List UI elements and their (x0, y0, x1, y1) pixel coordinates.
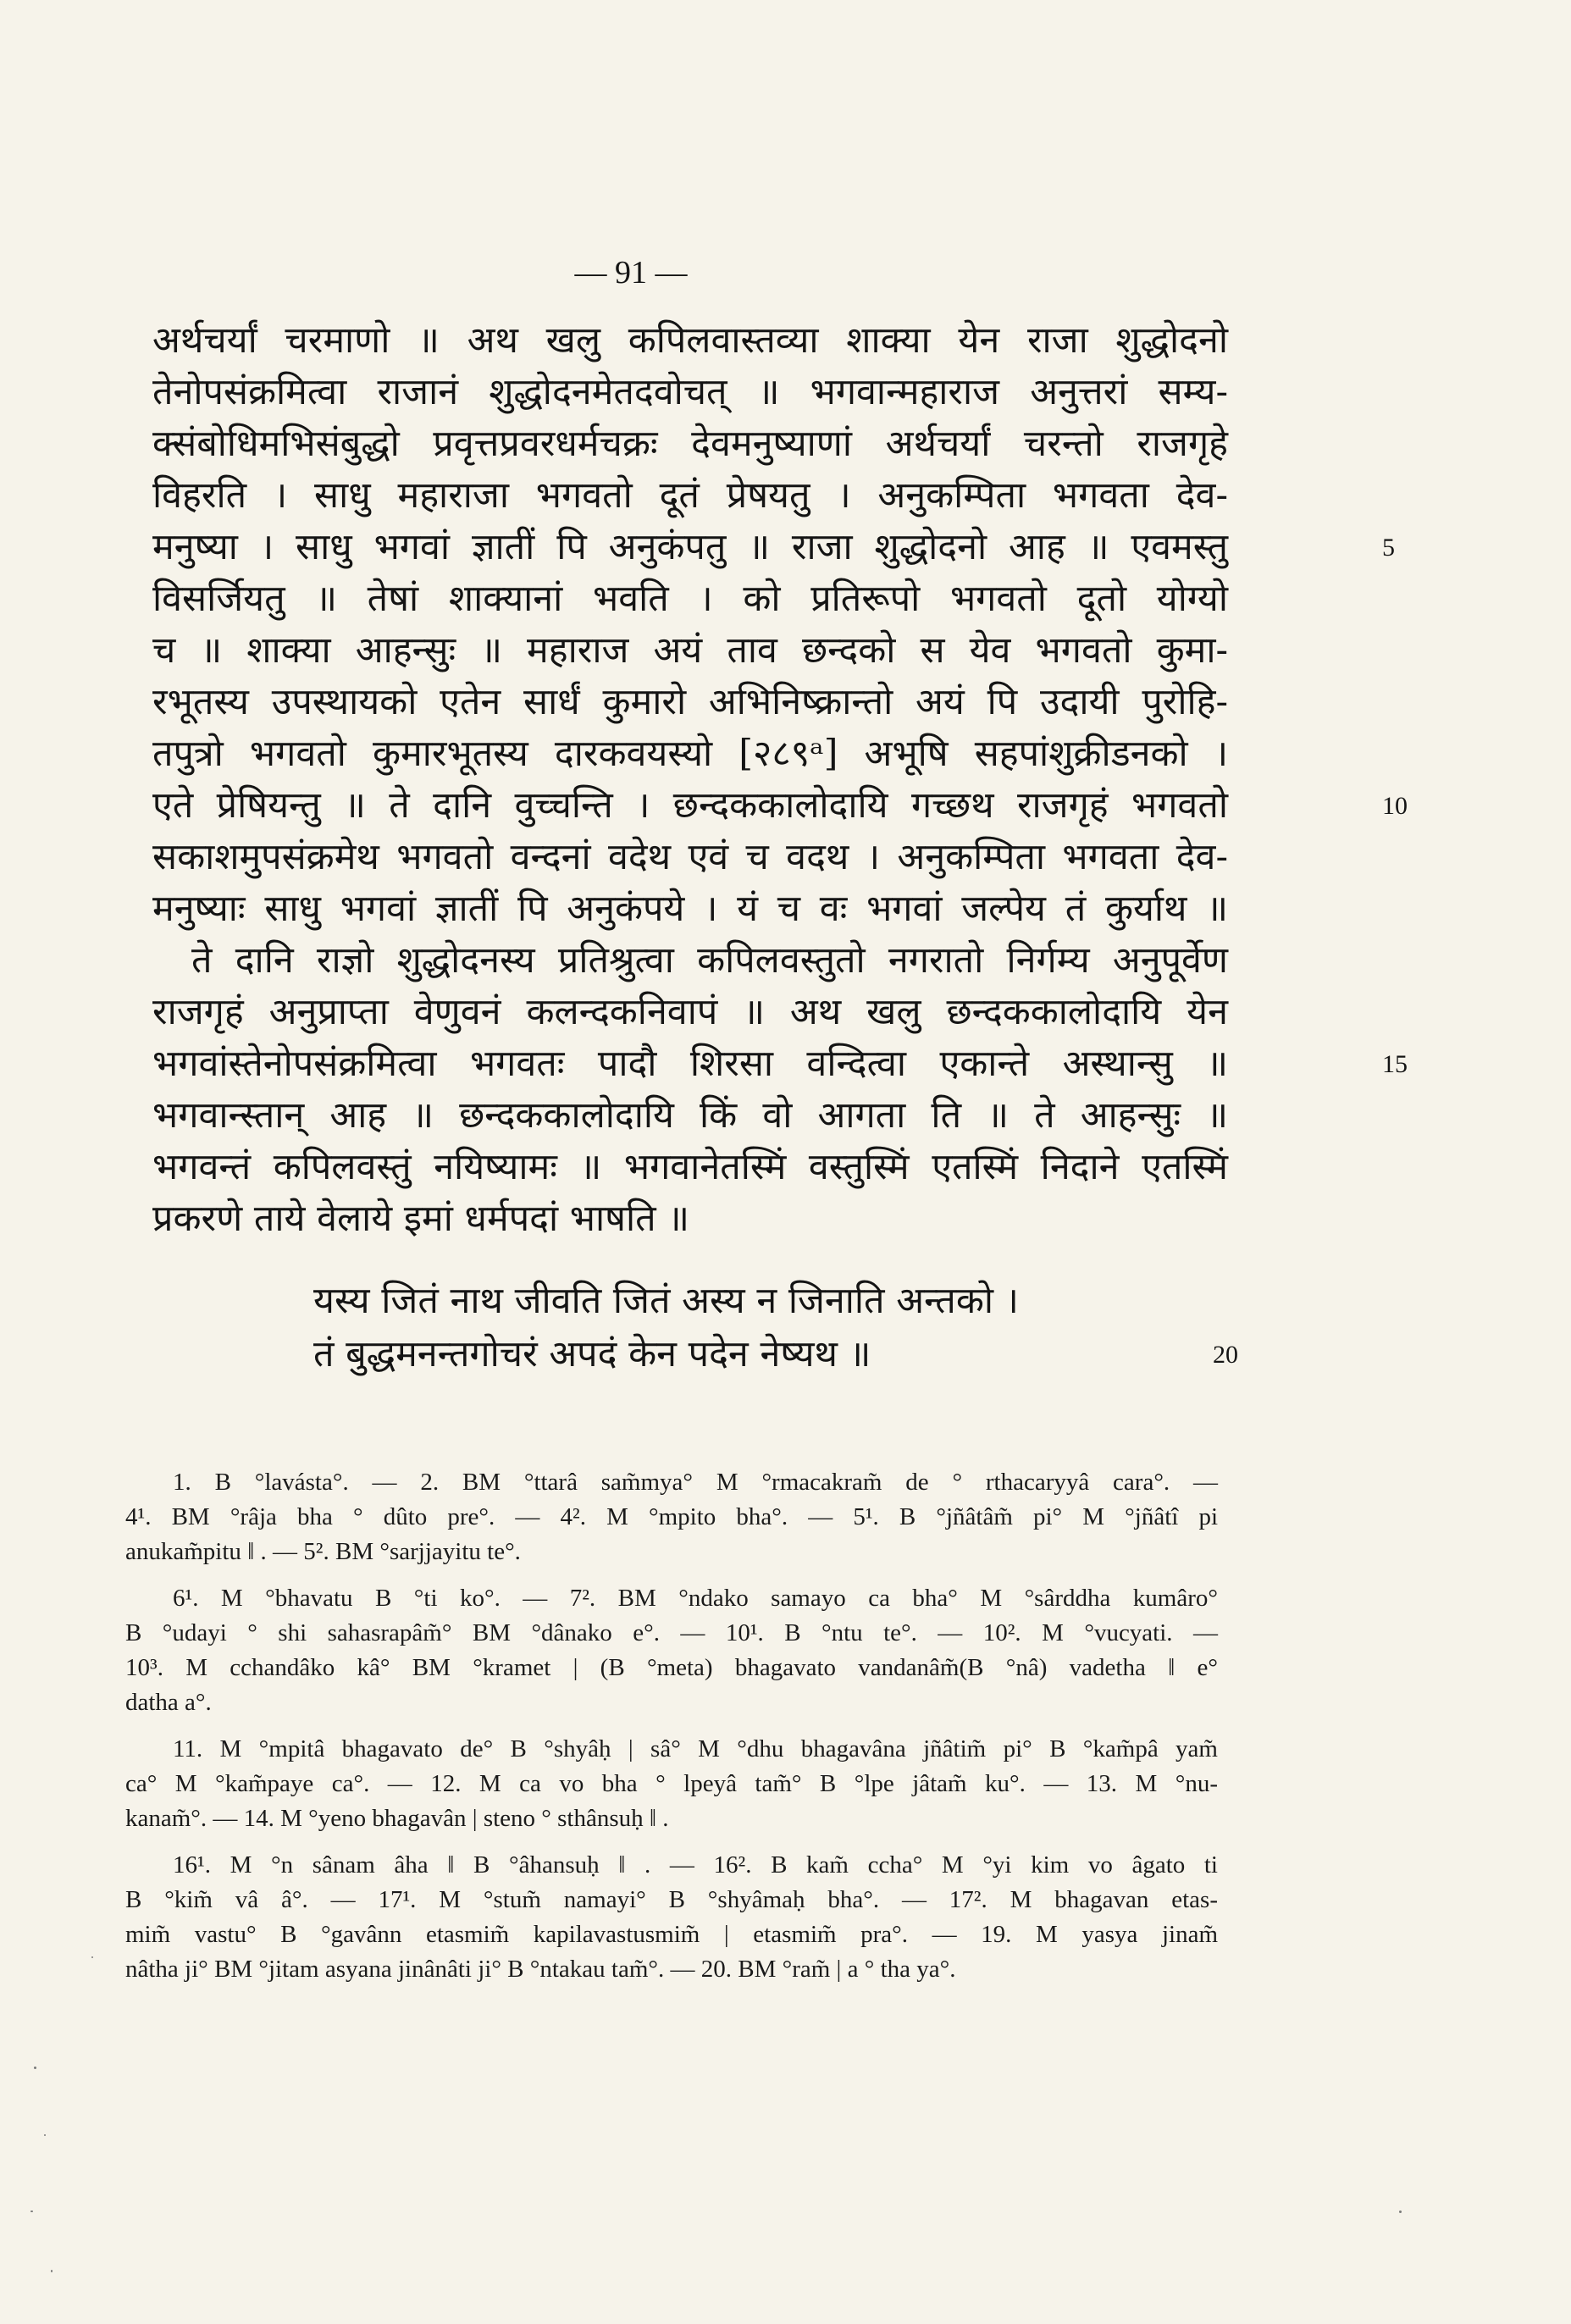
prose-line-text: एते प्रेषियन्तु ॥ ते दानि वुच्चन्ति । छन्दककालोदायि गच्छथ राजगृहं भगवतो (152, 784, 1228, 827)
prose-line-text: च ॥ शाक्या आहन्सुः ॥ महाराज अयं ताव छन्दको स येव भगवतो कुमा- (152, 629, 1228, 672)
footnote-line: B °udayi ° shi sahasrapâm̃° BM °dânako e°. — 10¹. B °ntu te°. — 10². M °vucyati. — (125, 1619, 1218, 1646)
prose-line (152, 883, 1228, 935)
prose-line (152, 573, 1228, 625)
footnote-line: 4¹. BM °râja bha ° dûto pre°. — 4². M °mpito bha°. — 5¹. B °jñâtâm̃ pi° M °jñâtî pi (125, 1503, 1218, 1530)
verse-block (313, 1275, 1238, 1381)
prose-line (152, 935, 1228, 987)
footnote-paragraph (125, 1732, 1218, 1836)
prose-line (152, 625, 1228, 677)
scan-speck (30, 2211, 33, 2212)
footnote-line: kanam̃°. — 14. M °yeno bhagavân | steno ° sthânsuḥ ‖ . (125, 1805, 669, 1832)
line-number: 20 (1213, 1341, 1238, 1369)
prose-line (152, 418, 1228, 470)
prose-line-text: तेनोपसंक्रमित्वा राजानं शुद्धोदनमेतदवोचत् ॥ भगवान्महाराज अनुत्तरां सम्य- (152, 371, 1228, 413)
verse-line-text: तं बुद्धमनन्तगोचरं अपदं केन पदेन नेष्यथ ॥ (313, 1333, 871, 1375)
prose-line (152, 832, 1228, 883)
line-number: 15 (1382, 1050, 1408, 1078)
scan-speck (91, 1956, 93, 1958)
prose-line-text: ते दानि राज्ञो शुद्धोदनस्य प्रतिश्रुत्वा कपिलवस्तुतो नगरातो निर्गम्य अनुपूर्वेण (191, 939, 1228, 982)
prose-line-text: सकाशमुपसंक्रमेथ भगवतो वन्दनां वदेथ एवं च वदथ । अनुकम्पिता भगवता देव- (152, 836, 1228, 878)
prose-line-text: भगवान्स्तान् आह ॥ छन्दककालोदायि किं वो आगता ति ॥ ते आहन्सुः ॥ (152, 1094, 1228, 1137)
footnote-line: anukam̃pitu ‖ . — 5². BM °sarjjayitu te°. (125, 1538, 521, 1565)
footnote-line: ca° M °kam̃paye ca°. — 12. M ca vo bha ° lpeyâ tam̃° B °lpe jâtam̃ ku°. — 13. M °nu- (125, 1770, 1218, 1797)
prose-line-text: विहरति । साधु महाराजा भगवतो दूतं प्रेषयतु । अनुकम्पिता भगवता देव- (152, 474, 1228, 517)
prose-line-text: क्संबोधिमभिसंबुद्धो प्रवृत्तप्रवरधर्मचक्रः देवमनुष्याणां अर्थचर्यां चरन्तो राजगृहे (152, 423, 1228, 465)
prose-line (152, 677, 1228, 728)
prose-line-text: विसर्जियतु ॥ तेषां शाक्यानां भवति । को प्रतिरूपो भगवतो दूतो योग्यो (152, 578, 1228, 620)
scan-speck (1399, 2211, 1402, 2213)
footnote-line: 10³. M cchandâko kâ° BM °kramet | (B °meta) bhagavato vandanâm̃(B °nâ) vadetha ‖ e° (125, 1654, 1218, 1681)
prose-line-text: मनुष्याः साधु भगवां ज्ञातीं पि अनुकंपये । यं च वः भगवां जल्पेय तं कुर्याथ ॥ (152, 888, 1228, 930)
verse-line-text: यस्य जितं नाथ जीवति जितं अस्य न जिनाति अन्तको । (313, 1280, 1019, 1322)
sanskrit-prose-block (152, 315, 1408, 1245)
page-number: — 91 — (574, 255, 688, 290)
footnote-line: mim̃ vastu° B °gavânn etasmim̃ kapilavastusmim̃ | etasmim̃ pra°. — 19. M yasya jinam̃ (125, 1921, 1218, 1948)
prose-line-text: मनुष्या । साधु भगवां ज्ञातीं पि अनुकंपतु ॥ राजा शुद्धोदनो आह ॥ एवमस्तु (152, 526, 1228, 568)
verse-line (313, 1328, 1238, 1381)
prose-line (152, 1038, 1408, 1090)
footnote-line: 1. B °lavásta°. — 2. BM °ttarâ sam̃mya° M °rmacakram̃ de ° rthacaryyâ cara°. — (173, 1469, 1218, 1496)
footnote-line: 6¹. M °bhavatu B °ti ko°. — 7². BM °ndako samayo ca bha° M °sârddha kumâro° (173, 1585, 1218, 1612)
prose-line (152, 315, 1228, 367)
verse-line (313, 1275, 1160, 1328)
line-number: 10 (1382, 792, 1408, 820)
prose-line-text: तपुत्रो भगवतो कुमारभूतस्य दारकवयस्यो [२८९ᵃ] अभूषि सहपांशुक्रीडनको । (152, 733, 1228, 775)
footnote-paragraph (125, 1848, 1218, 1987)
footnotes-block (125, 1465, 1218, 1999)
prose-line (152, 987, 1228, 1038)
prose-line (152, 728, 1228, 780)
prose-line-text: रभूतस्य उपस्थायको एतेन सार्धं कुमारो अभिनिष्क्रान्तो अयं पि उदायी पुरोहि- (152, 681, 1228, 723)
prose-line (152, 1193, 1228, 1245)
line-number: 5 (1382, 534, 1395, 562)
scan-speck (34, 2067, 36, 2069)
prose-line (152, 367, 1228, 418)
prose-line-text: अर्थचर्यां चरमाणो ॥ अथ खलु कपिलवास्तव्या शाक्या येन राजा शुद्धोदनो (152, 319, 1228, 362)
footnote-paragraph (125, 1581, 1218, 1720)
prose-line (152, 1090, 1228, 1142)
footnote-line: 16¹. M °n sânam âha ‖ B °âhansuḥ ‖ . — 16². B kam̃ ccha° M °yi kim vo âgato ti (173, 1851, 1218, 1879)
scan-speck (51, 2270, 53, 2272)
footnote-line: 11. M °mpitâ bhagavato de° B °shyâḥ | sâ° M °dhu bhagavâna jñâtim̃ pi° B °kam̃pâ yam̃ (173, 1735, 1218, 1762)
footnote-line: B °kim̃ vâ â°. — 17¹. M °stum̃ namayi° B °shyâmaḥ bha°. — 17². M bhagavan etas- (125, 1886, 1218, 1913)
prose-line (152, 522, 1395, 573)
scan-speck (44, 2134, 46, 2136)
prose-line (152, 1142, 1228, 1193)
prose-line-text: भगवांस्तेनोपसंक्रमित्वा भगवतः पादौ शिरसा वन्दित्वा एकान्ते अस्थान्सु ॥ (152, 1043, 1228, 1085)
footnote-line: datha a°. (125, 1689, 212, 1716)
footnote-line: nâtha ji° BM °jitam asyana jinânâti ji° B °ntakau tam̃°. — 20. BM °ram̃ | a ° tha ya°. (125, 1956, 956, 1983)
prose-line (152, 470, 1228, 522)
footnote-paragraph (125, 1465, 1218, 1569)
prose-line-text: राजगृहं अनुप्राप्ता वेणुवनं कलन्दकनिवापं ॥ अथ खलु छन्दककालोदायि येन (152, 991, 1228, 1033)
prose-line-text: प्रकरणे ताये वेलाये इमां धर्मपदां भाषति ॥ (152, 1198, 690, 1240)
prose-line-text: भगवन्तं कपिलवस्तुं नयिष्यामः ॥ भगवानेतस्मिं वस्तुस्मिं एतस्मिं निदाने एतस्मिं (152, 1146, 1228, 1188)
prose-line (152, 780, 1408, 832)
